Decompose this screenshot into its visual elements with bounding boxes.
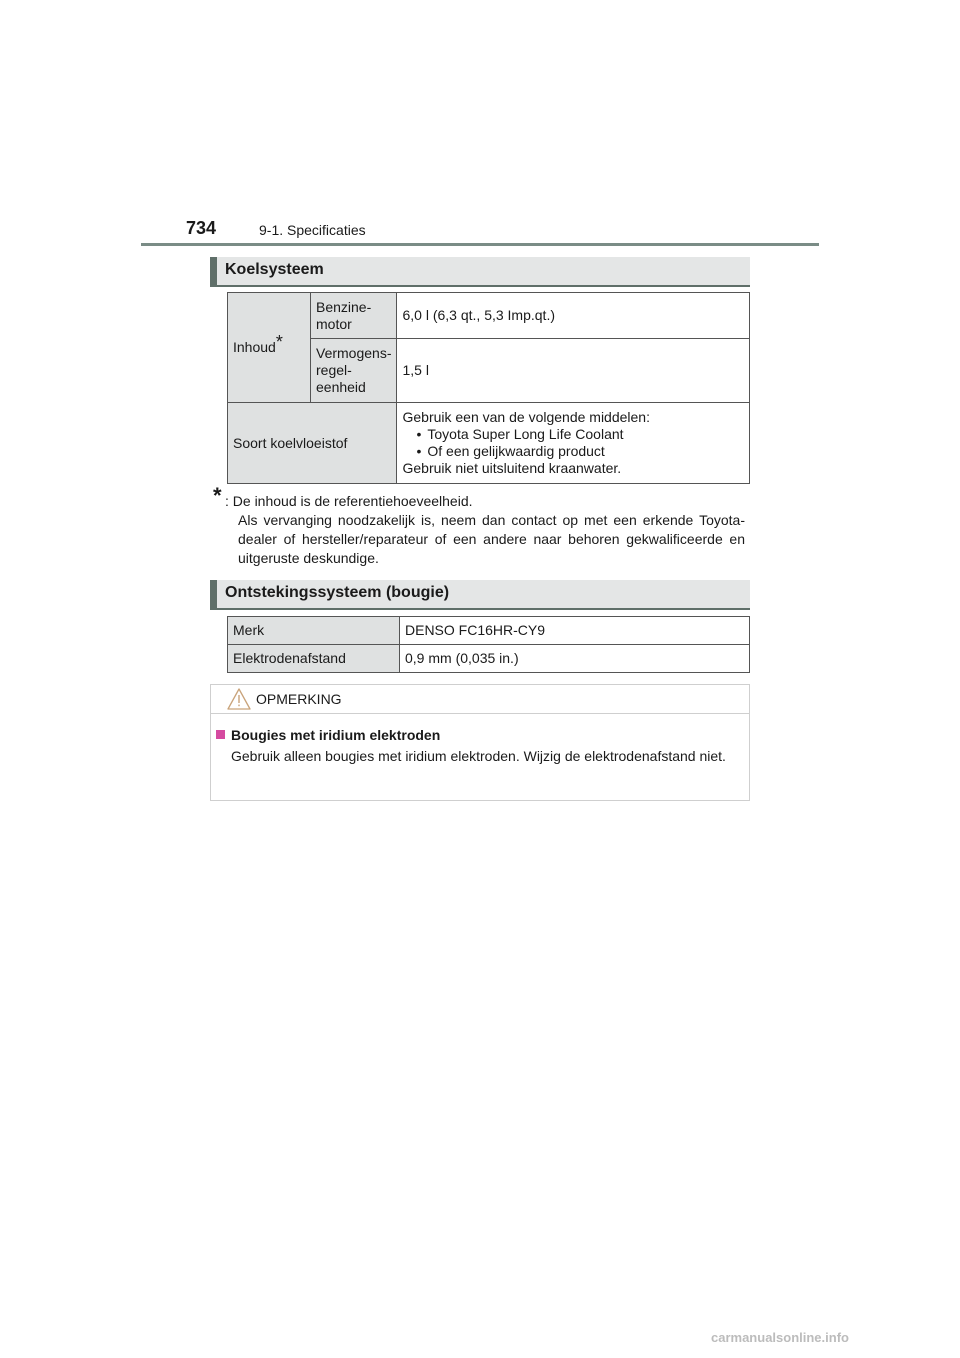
- footnote-body: Als vervanging noodzakelijk is, neem dan contact op met een erkende Toyota-dealer of hersteller/reparateur of een andere naar behoren gekwalificeerde en uitgeruste deskundige.: [238, 512, 745, 566]
- engine-label: Benzine- motor: [311, 293, 397, 339]
- list-item: • Of een gelijkwaardig product: [416, 443, 744, 460]
- table-row: [228, 403, 750, 484]
- gap-value: 0,9 mm (0,035 in.): [400, 645, 750, 673]
- gap-label: Elektrodenafstand: [228, 645, 400, 673]
- pcu-capacity-value: 1,5 l: [397, 339, 750, 403]
- notice-header: [211, 685, 749, 714]
- coolant-options: [402, 426, 744, 460]
- coolant-intro: Gebruik een van de volgende middelen:: [402, 409, 650, 425]
- notice-box: [210, 684, 750, 801]
- coolant-note: Gebruik niet uitsluitend kraanwater.: [402, 460, 622, 476]
- cooling-section-heading: [210, 257, 750, 287]
- cooling-table: [227, 292, 750, 484]
- notice-item-title-row: [216, 727, 440, 743]
- list-item: • Toyota Super Long Life Coolant: [416, 426, 744, 443]
- header-rule: [141, 243, 819, 246]
- ignition-section-heading: [210, 580, 750, 610]
- capacity-label-cell: [228, 293, 311, 403]
- heading-accent: [210, 257, 217, 285]
- table-row: [228, 645, 750, 673]
- brand-label: Merk: [228, 617, 400, 645]
- ignition-table: [227, 616, 750, 673]
- watermark: carmanualsonline.info: [711, 1330, 849, 1345]
- footnote-star: *: [213, 483, 222, 508]
- warning-triangle-icon: [227, 688, 251, 715]
- page-number: 734: [186, 218, 217, 238]
- cooling-title: Koelsysteem: [225, 261, 324, 278]
- ignition-title: Ontstekingssysteem (bougie): [225, 584, 450, 601]
- notice-item-text: Gebruik alleen bougies met iridium elektroden. Wijzig de elektrodenafstand niet.: [231, 748, 726, 764]
- table-row: [228, 617, 750, 645]
- notice-heading: OPMERKING: [256, 691, 342, 707]
- pcu-label: Vermogens- regel- eenheid: [311, 339, 397, 403]
- table-row: [228, 293, 750, 339]
- brand-value: DENSO FC16HR-CY9: [400, 617, 750, 645]
- engine-capacity-value: 6,0 l (6,3 qt., 5,3 Imp.qt.): [397, 293, 750, 339]
- coolant-value-cell: [397, 403, 750, 484]
- section-title: 9-1. Specificaties: [259, 222, 366, 238]
- heading-accent: [210, 580, 217, 608]
- footnote-lead: : De inhoud is de referentiehoeveelheid.: [225, 493, 473, 509]
- capacity-label: Inhoud: [233, 339, 276, 355]
- notice-item-title: Bougies met iridium elektroden: [231, 727, 441, 743]
- coolant-label: Soort koelvloeistof: [228, 403, 397, 484]
- capacity-star: *: [275, 332, 283, 352]
- square-bullet-icon: [216, 730, 225, 739]
